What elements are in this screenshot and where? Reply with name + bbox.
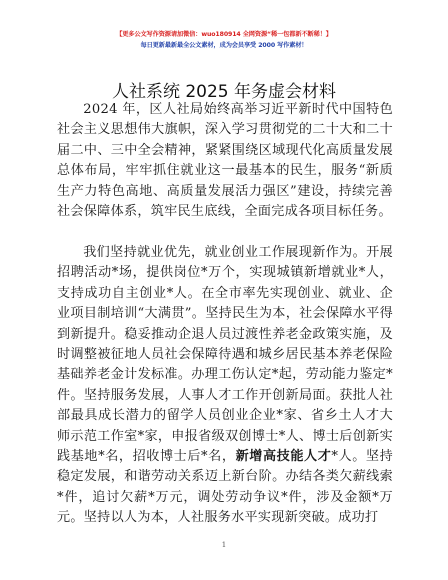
paragraph-achievements-part2: *人。坚持稳定发展，和谐劳动关系迈上新台阶。办结各类欠薪线索*件，追讨欠薪*万元，调处劳动争议*件，涉及金额*万元。坚持以人为本，人社服务水平实现新突破。成功打 <box>57 449 393 526</box>
paragraph-intro: 2024 年，区人社局始终高举习近平新时代中国特色社会主义思想伟大旗帜，深入学习贯彻党的二十大和二十届二中、三中全会精神，紧紧围绕区域现代化高质量发展总体布局，牢牢抓住就业这一最基本的民生，服务“新质生产力特色高地、高质量发展活力强区”建设，持续完善社会保障体系，筑牢民生底线，全面完成各项目标任务。 <box>57 102 393 220</box>
promo-banner-line-2: 每日更新最新最全公文素材，成为会员享受 2000 写作素材！ <box>140 42 308 49</box>
paragraph-achievements-part1: 我们坚持就业优先，就业创业工作展现新作为。开展招聘活动*场，提供岗位*万个，实现城镇新增就业*人，支持成功自主创业*人。在全市率先实现创业、就业、企业项目制培训“大满贯”。坚持民生为本，社会保障水平得到新提升。稳妥推动企退人员过渡性养老金政策实施，及时调整被征地人员社会保障待遇和城乡居民基本养老保险基础养老金计发标准。办理工伤认定*起，劳动能力鉴定*件。坚持服务发展，人事人才工作开创新局面。获批人社部最具成长潜力的留学人员创业企业*家、省乡土人才大师示范工作室*家，申报省级双创博士*人、博士后创新实践基地*名，招收博士后*名， <box>57 245 393 465</box>
promo-banner-line-1: 【更多公文写作资源请加微信：wuo180914 全网资源“稀一包都新不断稀！】 <box>116 31 332 38</box>
page-number: 1 <box>221 541 227 549</box>
highlighted-phrase: 新增高技能人才 <box>235 449 332 465</box>
paragraph-achievements <box>57 243 393 529</box>
document-title: 人社系统 2025 年务虚会材料 <box>111 82 337 102</box>
